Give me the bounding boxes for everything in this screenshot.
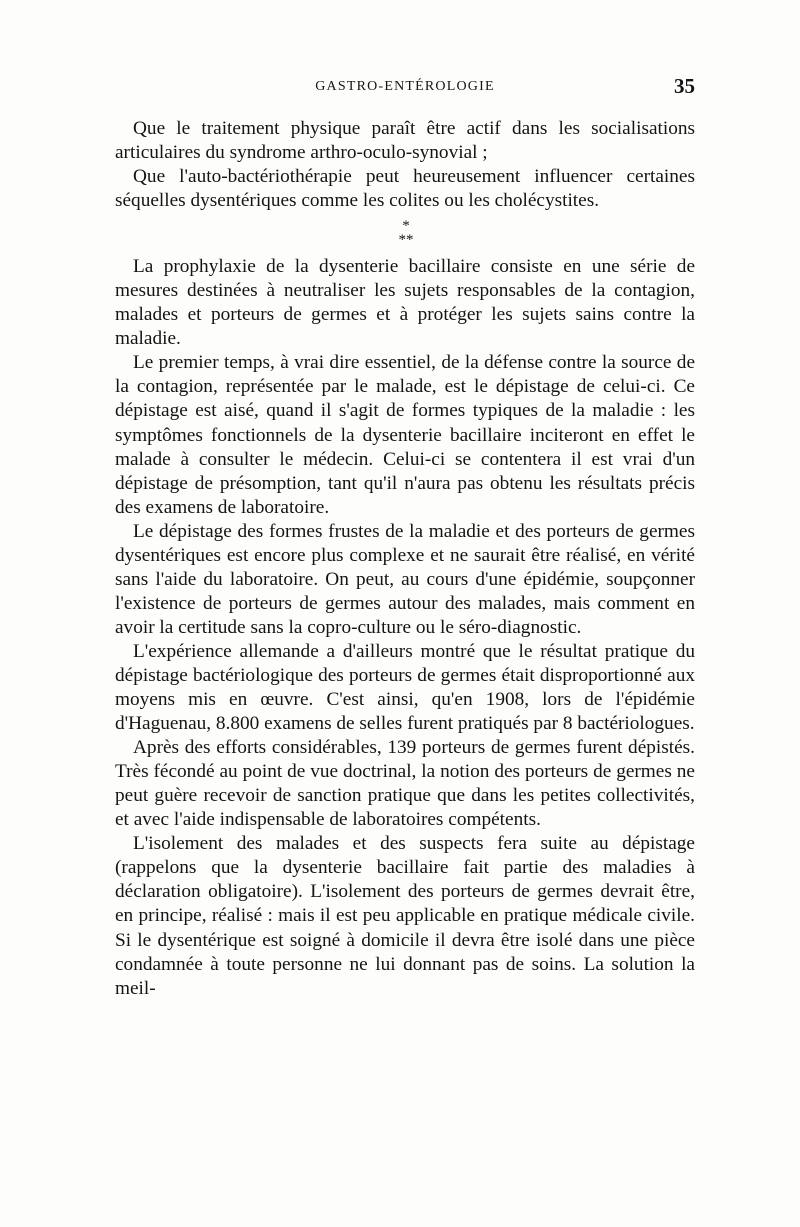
paragraph: Le dépistage des formes frustes de la maladie et des porteurs de germes dysentériques est encore plus complexe et ne saurait être réalisé, en vérité sans l'aide du laboratoire. On peut, au cours d'une épidémie, soupçonner l'existence de porteurs de germes autour des malades, mais comment en avoir la certitude sans la copro-culture ou le séro-diagnostic.	[115, 520, 695, 638]
asterism-top: *	[402, 218, 410, 235]
paragraph: Que le traitement physique paraît être actif dans les socialisations articulaires du syndrome arthro-oculo-synovial ;	[115, 118, 695, 164]
paragraph: La prophylaxie de la dysenterie bacillaire consiste en une série de mesures destinées à neutraliser les sujets responsables de la contagion, malades et porteurs de germes et à protéger les sujets sains contre la maladie.	[115, 256, 695, 350]
page-header	[115, 76, 695, 100]
asterism-bottom: **	[398, 232, 414, 249]
page-number: 35	[674, 74, 695, 98]
paragraph: Le premier temps, à vrai dire essentiel, de la défense contre la source de la contagion, représentée par le malade, est le dépistage de celui-ci. Ce dépistage est aisé, quand il s'agit de formes typiques de la maladie : les symptômes fonctionnels de la dysenterie bacillaire inciteront en effet le malade à consulter le médecin. Celui-ci se contentera il est vrai d'un dépistage de présomption, tant qu'il n'aura pas obtenu les résultats précis des examens de laboratoire.	[115, 352, 695, 518]
paragraph: Que l'auto-bactériothérapie peut heureusement influencer certaines séquelles dysentériques comme les colites ou les cholécystites.	[115, 166, 695, 212]
running-head: GASTRO-ENTÉROLOGIE	[315, 79, 495, 94]
paragraph: L'expérience allemande a d'ailleurs montré que le résultat pratique du dépistage bactériologique des porteurs de germes était disproportionné aux moyens mis en œuvre. C'est ainsi, qu'en 1908, lors de l'épidémie d'Haguenau, 8.800 examens de selles furent pratiqués par 8 bactériologues.	[115, 640, 695, 735]
body-text	[115, 117, 695, 1001]
paragraph: Après des efforts considérables, 139 porteurs de germes furent dépistés. Très fécondé au point de vue doctrinal, la notion des porteurs de germes ne peut guère recevoir de sanction pratique que dans les petites collectivités, et avec l'aide indispensable de laboratoires compétents.	[115, 737, 695, 831]
paragraph: L'isolement des malades et des suspects fera suite au dépistage (rappelons que la dysenterie bacillaire fait partie des maladies à déclaration obligatoire). L'isolement des porteurs de germes devrait être, en principe, réalisé : mais il est peu applicable en pratique médicale civile. Si le dysentérique est soigné à domicile il devra être isolé dans une pièce condamnée à toute personne ne lui donnant pas de soins. La solution la meil-	[115, 833, 695, 999]
section-separator-asterism	[115, 213, 695, 255]
